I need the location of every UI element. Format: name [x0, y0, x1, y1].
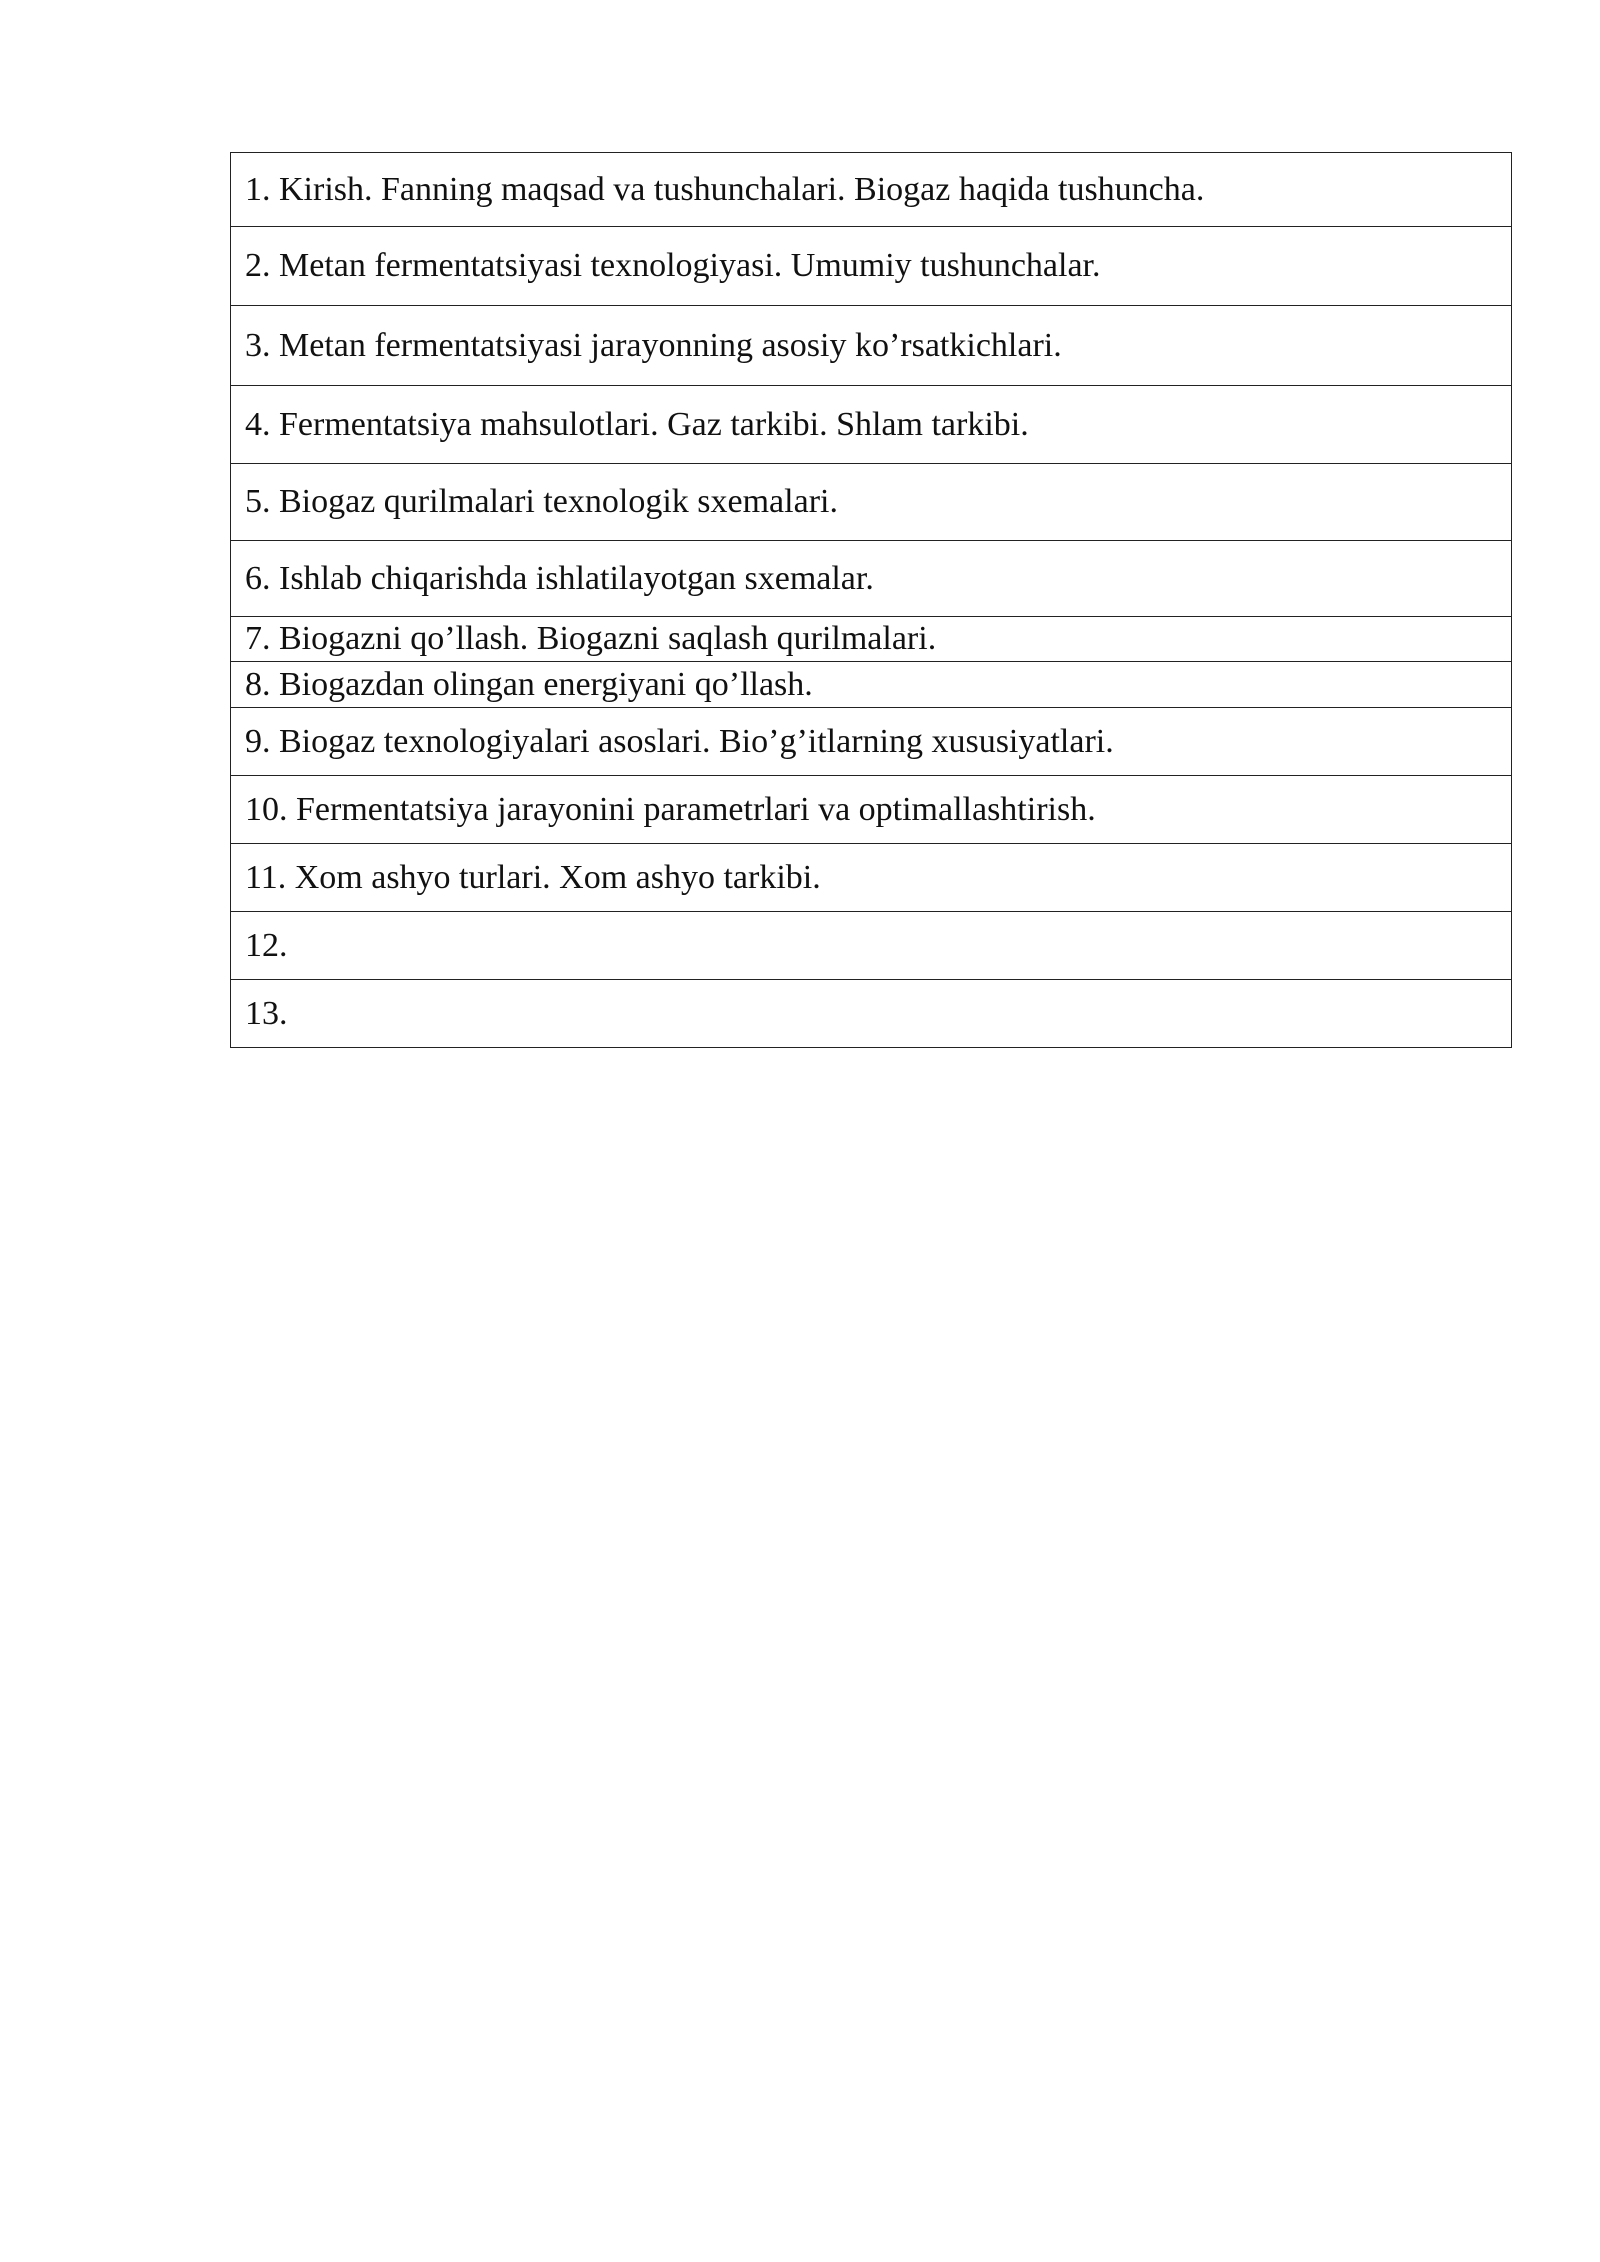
topic-cell: 6. Ishlab chiqarishda ishlatilayotgan sxemalar.: [231, 541, 1512, 617]
topic-cell: 8. Biogazdan olingan energiyani qo’llash.: [231, 662, 1512, 708]
table-row: [231, 386, 1512, 464]
topics-table: [230, 152, 1512, 1048]
topic-cell: 13.: [231, 980, 1512, 1048]
table-row: [231, 306, 1512, 386]
table-row: [231, 844, 1512, 912]
topic-cell: 11. Xom ashyo turlari. Xom ashyo tarkibi.: [231, 844, 1512, 912]
table-row: [231, 912, 1512, 980]
topic-cell: 9. Biogaz texnologiyalari asoslari. Bio’g’itlarning xususiyatlari.: [231, 708, 1512, 776]
topic-cell: 2. Metan fermentatsiyasi texnologiyasi. Umumiy tushunchalar.: [231, 227, 1512, 306]
table-row: [231, 980, 1512, 1048]
topic-cell: 5. Biogaz qurilmalari texnologik sxemalari.: [231, 464, 1512, 541]
table-row: [231, 776, 1512, 844]
topic-cell: 10. Fermentatsiya jarayonini parametrlari va optimallashtirish.: [231, 776, 1512, 844]
topic-cell: 7. Biogazni qo’llash. Biogazni saqlash qurilmalari.: [231, 617, 1512, 662]
table-row: [231, 464, 1512, 541]
table-row: [231, 708, 1512, 776]
topic-cell: 3. Metan fermentatsiyasi jarayonning asosiy ko’rsatkichlari.: [231, 306, 1512, 386]
topic-cell: 12.: [231, 912, 1512, 980]
topic-cell: 1. Kirish. Fanning maqsad va tushunchalari. Biogaz haqida tushuncha.: [231, 153, 1512, 227]
table-row: [231, 541, 1512, 617]
table-row: [231, 662, 1512, 708]
table-row: [231, 617, 1512, 662]
topic-cell: 4. Fermentatsiya mahsulotlari. Gaz tarkibi. Shlam tarkibi.: [231, 386, 1512, 464]
table-row: [231, 227, 1512, 306]
table-row: [231, 153, 1512, 227]
